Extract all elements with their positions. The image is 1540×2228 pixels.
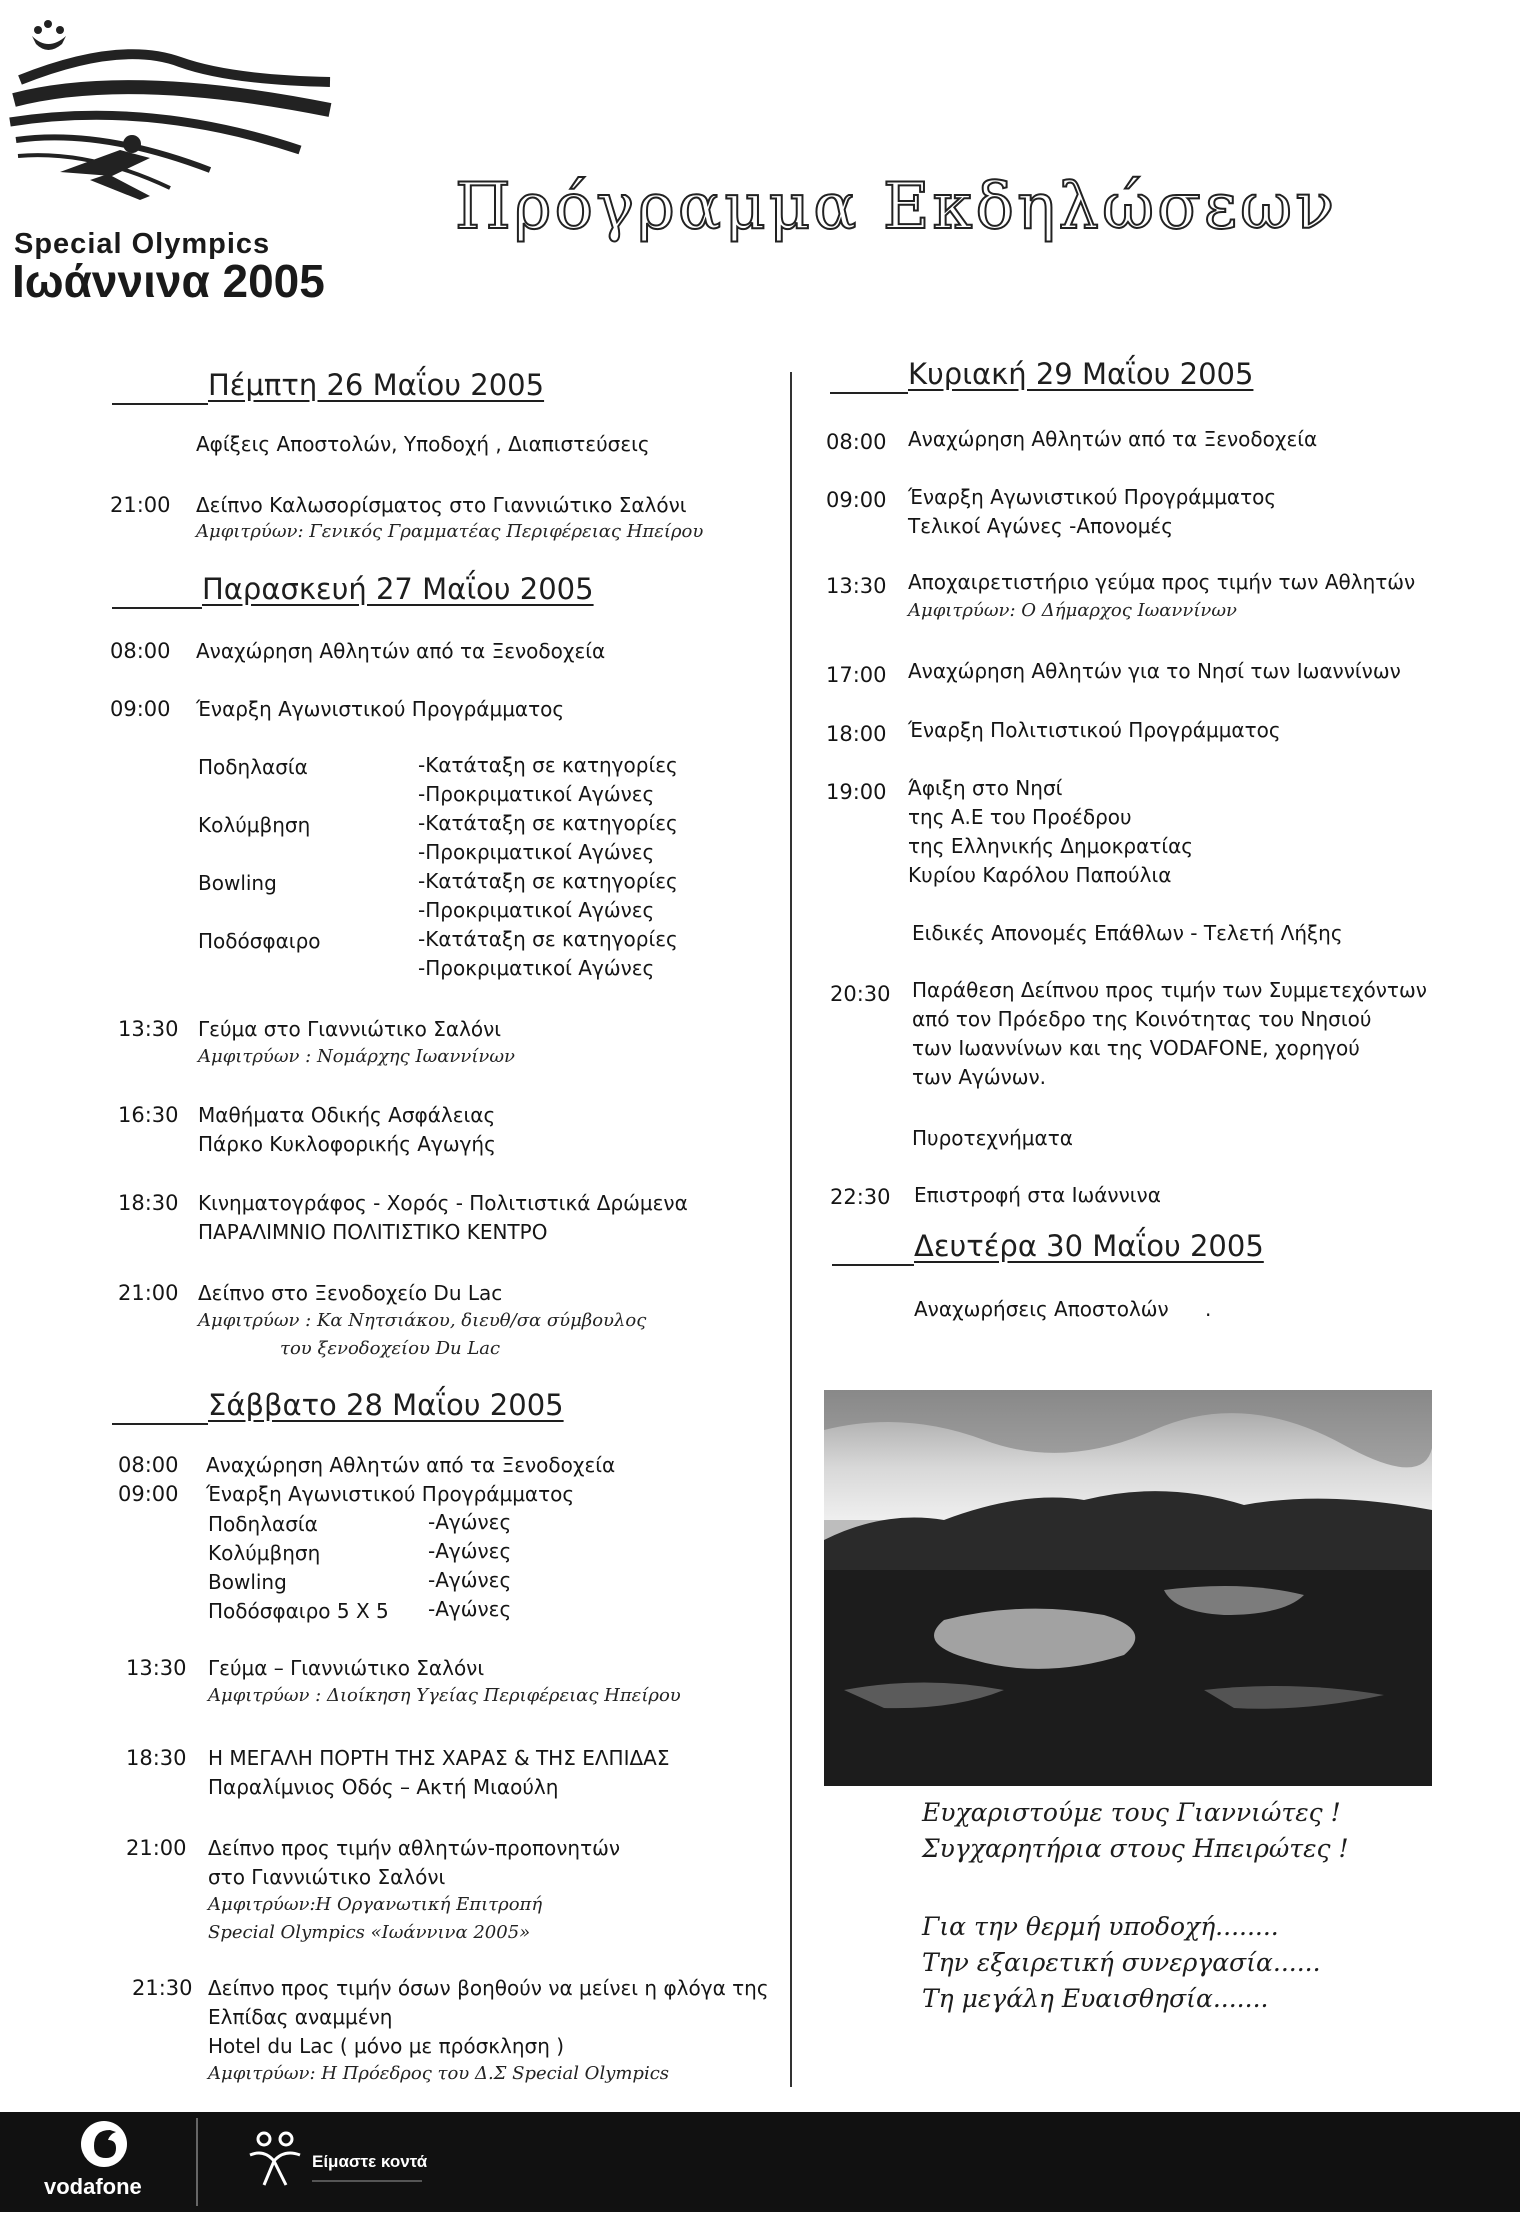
sport-name: Κολύμβηση: [208, 1541, 321, 1565]
page-title: Πρόγραμμα Εκδηλώσεων: [455, 170, 1338, 244]
logo-line-2: Ιωάννινα 2005: [12, 255, 325, 307]
day-heading-thursday: Πέμπτη 26 Μαΐου 2005: [208, 368, 545, 402]
sport-name: Bowling: [198, 871, 277, 895]
sport-detail: -Κατάταξη σε κατηγορίες: [418, 869, 678, 893]
event-time: 18:00: [826, 722, 887, 746]
event-host: Αμφιτρύων:Η Οργανωτική Επιτροπή: [208, 1894, 543, 1915]
heading-rule: [112, 403, 208, 405]
event-time: 08:00: [826, 430, 887, 454]
event-time: 09:00: [118, 1482, 179, 1506]
heading-rule: [832, 1264, 914, 1266]
sport-detail: -Αγώνες: [428, 1568, 512, 1592]
event-time: 21:30: [132, 1976, 193, 2000]
thanks-line-2: Συγχαρητήρια στους Ηπειρώτες !: [922, 1834, 1349, 1863]
event-host: Αμφιτρύων : Διοίκηση Υγείας Περιφέρειας Ηπείρου: [208, 1685, 681, 1706]
event-subtitle: ΠΑΡΑΛΙΜΝΙΟ ΠΟΛΙΤΙΣΤΙΚΟ ΚΕΝΤΡΟ: [198, 1220, 548, 1244]
event-detail: από τον Πρόεδρο της Κοινότητας του Νησιού: [912, 1007, 1372, 1031]
sport-detail: -Αγώνες: [428, 1597, 512, 1621]
event-time: 16:30: [118, 1103, 179, 1127]
heading-rule: [112, 1423, 208, 1425]
event-title: Αναχωρήσεις Αποστολών: [914, 1297, 1169, 1321]
footer-divider: [196, 2118, 198, 2206]
sport-name: Κολύμβηση: [198, 813, 311, 837]
event-title: Αφίξεις Αποστολών, Υποδοχή , Διαπιστεύσεις: [196, 432, 650, 456]
special-olympics-logo: [0, 0, 340, 310]
event-title: Δείπνο προς τιμήν αθλητών-προπονητών: [208, 1836, 621, 1860]
event-time: 17:00: [826, 663, 887, 687]
event-time: 18:30: [126, 1746, 187, 1770]
day-heading-saturday: Σάββατο 28 Μαΐου 2005: [208, 1388, 564, 1422]
footer-banner: [0, 2112, 1520, 2212]
sport-name: Ποδηλασία: [208, 1512, 318, 1536]
sport-detail: -Προκριματικοί Αγώνες: [418, 782, 655, 806]
sport-detail: -Κατάταξη σε κατηγορίες: [418, 927, 678, 951]
event-title: Έναρξη Πολιτιστικού Προγράμματος: [908, 718, 1281, 742]
lake-landscape-image: [824, 1390, 1432, 1786]
logo-line-1: Special Olympics: [14, 228, 271, 260]
event-title: Αναχώρηση Αθλητών από τα Ξενοδοχεία: [206, 1453, 616, 1477]
event-time: 13:30: [126, 1656, 187, 1680]
event-title: Γεύμα στο Γιαννιώτικο Σαλόνι: [198, 1017, 502, 1041]
day-heading-sunday: Κυριακή 29 Μαΐου 2005: [908, 357, 1254, 391]
lake-photo: [824, 1390, 1432, 1786]
footer-slogan: Είμαστε κοντά: [312, 2152, 428, 2171]
event-time: 09:00: [826, 488, 887, 512]
footer-slogan-underline: [312, 2180, 422, 2182]
thanks-line-3: Για την θερμή υποδοχή........: [922, 1912, 1279, 1941]
event-time: 18:30: [118, 1191, 179, 1215]
sport-name: Ποδόσφαιρο 5 Χ 5: [208, 1599, 389, 1623]
sport-detail: -Αγώνες: [428, 1539, 512, 1563]
event-title: Γεύμα – Γιαννιώτικο Σαλόνι: [208, 1656, 485, 1680]
event-time: 21:00: [118, 1281, 179, 1305]
sport-name: Ποδόσφαιρο: [198, 929, 321, 953]
event-time: 21:00: [126, 1836, 187, 1860]
event-title: Η ΜΕΓΑΛΗ ΠΟΡΤΗ ΤΗΣ ΧΑΡΑΣ & ΤΗΣ ΕΛΠΙΔΑΣ: [208, 1746, 670, 1770]
day-heading-friday: Παρασκευή 27 Μαΐου 2005: [202, 572, 594, 606]
event-detail: των Αγώνων.: [912, 1065, 1047, 1089]
sport-name: Bowling: [208, 1570, 287, 1594]
event-title: στο Γιαννιώτικο Σαλόνι: [208, 1865, 446, 1889]
event-host: Special Olympics «Ιωάννινα 2005»: [208, 1922, 531, 1943]
sport-detail: -Προκριματικοί Αγώνες: [418, 956, 655, 980]
event-host: Αμφιτρύων: Η Πρόεδρος του Δ.Σ Special Olympics: [208, 2063, 670, 2084]
event-title: Μαθήματα Οδικής Ασφάλειας: [198, 1103, 496, 1127]
event-title: Παράθεση Δείπνου προς τιμήν των Συμμετεχόντων: [912, 978, 1427, 1002]
event-title: Έναρξη Αγωνιστικού Προγράμματος: [908, 485, 1277, 509]
event-time: 08:00: [118, 1453, 179, 1477]
thanks-line-1: Ευχαριστούμε τους Γιαννιώτες !: [922, 1798, 1341, 1827]
event-detail: της Α.Ε του Προέδρου: [908, 805, 1132, 829]
event-title: Αναχώρηση Αθλητών από τα Ξενοδοχεία: [196, 639, 606, 663]
event-host: του ξενοδοχείου Du Lac: [280, 1338, 501, 1359]
sport-detail: -Κατάταξη σε κατηγορίες: [418, 811, 678, 835]
event-title: Δείπνο προς τιμήν όσων βοηθούν να μείνει η φλόγα της: [208, 1976, 769, 2000]
event-title: Hotel du Lac ( μόνο με πρόσκληση ): [208, 2034, 565, 2058]
event-time: 13:30: [826, 574, 887, 598]
sport-detail: -Κατάταξη σε κατηγορίες: [418, 753, 678, 777]
event-title: Αναχώρηση Αθλητών από τα Ξενοδοχεία: [908, 427, 1318, 451]
event-time: 13:30: [118, 1017, 179, 1041]
event-subtitle: Τελικοί Αγώνες -Απονομές: [908, 514, 1173, 538]
event-host: Αμφιτρύων: Γενικός Γραμματέας Περιφέρειας Ηπείρου: [196, 521, 704, 542]
sport-detail: -Προκριματικοί Αγώνες: [418, 898, 655, 922]
event-title: Έναρξη Αγωνιστικού Προγράμματος: [196, 697, 565, 721]
event-host: Αμφιτρύων : Κα Νητσιάκου, διευθ/σα σύμβουλος: [198, 1310, 647, 1331]
event-subtitle: Παραλίμνιος Οδός – Ακτή Μιαούλη: [208, 1775, 559, 1799]
event-time: 08:00: [110, 639, 171, 663]
vodafone-brand: vodafone: [44, 2174, 142, 2199]
thanks-line-4: Την εξαιρετική συνεργασία......: [922, 1948, 1321, 1977]
event-detail: Κυρίου Καρόλου Παπούλια: [908, 863, 1172, 887]
sport-name: Ποδηλασία: [198, 755, 308, 779]
sport-detail: -Αγώνες: [428, 1510, 512, 1534]
event-title: Έναρξη Αγωνιστικού Προγράμματος: [206, 1482, 575, 1506]
event-time: 19:00: [826, 780, 887, 804]
event-title: Αναχώρηση Αθλητών για το Νησί των Ιωαννίνων: [908, 659, 1401, 683]
event-subtitle: Πάρκο Κυκλοφορικής Αγωγής: [198, 1132, 496, 1156]
event-detail: της Ελληνικής Δημοκρατίας: [908, 834, 1194, 858]
sport-detail: -Προκριματικοί Αγώνες: [418, 840, 655, 864]
event-detail: Ειδικές Απονομές Επάθλων - Τελετή Λήξης: [912, 921, 1343, 945]
event-title: Ελπίδας αναμμένη: [208, 2005, 393, 2029]
logo-emblem-icon: [0, 0, 340, 230]
event-title: Δείπνο Καλωσορίσματος στο Γιαννιώτικο Σαλόνι: [196, 493, 687, 517]
event-time: 20:30: [830, 982, 891, 1006]
event-host: Αμφιτρύων: Ο Δήμαρχος Ιωαννίνων: [908, 600, 1237, 621]
heading-rule: [112, 607, 202, 609]
thanks-line-5: Τη μεγάλη Ευαισθησία.......: [922, 1984, 1269, 2013]
heading-rule: [830, 392, 908, 394]
event-title: Επιστροφή στα Ιωάννινα: [914, 1183, 1161, 1207]
people-figures-icon: [240, 2125, 310, 2195]
event-detail: των Ιωαννίνων και της VODAFONE, χορηγού: [912, 1036, 1360, 1060]
event-title: Αποχαιρετιστήριο γεύμα προς τιμήν των Αθλητών: [908, 570, 1416, 594]
day-heading-monday: Δευτέρα 30 Μαΐου 2005: [914, 1229, 1264, 1263]
event-mark: .: [1205, 1297, 1212, 1321]
event-time: 22:30: [830, 1185, 891, 1209]
event-time: 09:00: [110, 697, 171, 721]
event-title: Κινηματογράφος - Χορός - Πολιτιστικά Δρώμενα: [198, 1191, 688, 1215]
column-divider: [790, 372, 792, 2087]
event-time: 21:00: [110, 493, 171, 517]
event-title: Δείπνο στο Ξενοδοχείο Du Lac: [198, 1281, 503, 1305]
event-title: Άφιξη στο Νησί: [908, 776, 1063, 800]
event-detail: Πυροτεχνήματα: [912, 1126, 1073, 1150]
event-host: Αμφιτρύων : Νομάρχης Ιωαννίνων: [198, 1046, 515, 1067]
